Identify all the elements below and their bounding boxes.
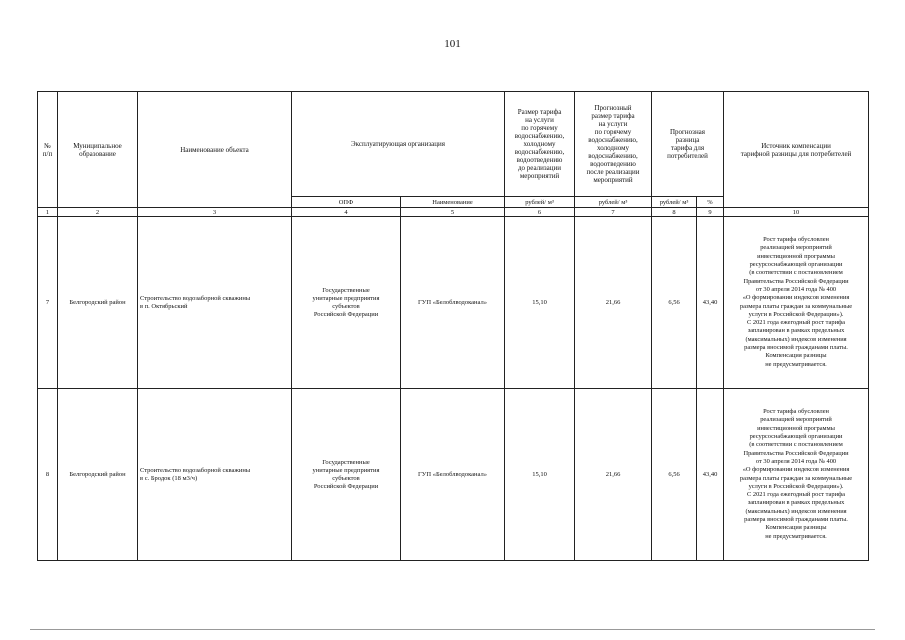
subheader-unit-8: рублей/ м³ <box>652 197 697 208</box>
page-number: 101 <box>444 38 461 50</box>
row-object: Строительство водозаборной скважины в с. Бродок (18 м3/ч) <box>138 389 292 561</box>
subheader-name: Наименование <box>401 197 505 208</box>
column-number: 4 <box>292 208 401 217</box>
column-number: 9 <box>697 208 724 217</box>
header-forecast-tariff: Прогнозный размер тарифа на услуги по горячему водоснабжению, холодному водоснабжению, водоотведению после реализации мероприятий <box>575 92 652 197</box>
header-num: № п/п <box>38 92 58 208</box>
subheader-opf: ОПФ <box>292 197 401 208</box>
header-difference: Прогнозная разница тарифа для потребителей <box>652 92 724 197</box>
row-opf: Государственные унитарные предприятия субъектов Российской Федерации <box>292 217 401 389</box>
header-source: Источник компенсации тарифной разницы для потребителей <box>724 92 869 208</box>
column-number-row <box>38 208 869 217</box>
row-num: 7 <box>38 217 58 389</box>
row-tariff-before: 15,10 <box>505 389 575 561</box>
column-number: 6 <box>505 208 575 217</box>
row-object: Строительство водозаборной скважины в п. Октябрьский <box>138 217 292 389</box>
column-number: 3 <box>138 208 292 217</box>
column-number: 1 <box>38 208 58 217</box>
subheader-unit-7: рублей/ м³ <box>575 197 652 208</box>
column-number: 7 <box>575 208 652 217</box>
page-bottom-divider <box>30 629 875 630</box>
header-operator: Эксплуатирующая организация <box>292 92 505 197</box>
tariff-table <box>37 91 869 561</box>
row-tariff-after: 21,66 <box>575 217 652 389</box>
header-municipality: Муниципальное образование <box>58 92 138 208</box>
column-number: 8 <box>652 208 697 217</box>
header-object: Наименование объекта <box>138 92 292 208</box>
row-difference-pct: 43,40 <box>697 389 724 561</box>
row-operator-name: ГУП «Белоблводоканал» <box>401 389 505 561</box>
column-number: 2 <box>58 208 138 217</box>
row-source: Рост тарифа обусловлен реализацией мероприятий инвестиционной программы ресурсоснабжающей организации (в соответствии с постановлением Правительства Российской Федерации от 30 апреля 2014 года № 400 «О формировании индексов изменения размера платы граждан за коммунальные услуги в Российской Федерации»). С 2021 года ежегодный рост тарифа запланирован в рамках предельных (максимальных) индексов изменения размера вносимой гражданами платы. Компенсация разницы не предусматривается. <box>724 389 869 561</box>
row-tariff-after: 21,66 <box>575 389 652 561</box>
row-opf: Государственные унитарные предприятия субъектов Российской Федерации <box>292 389 401 561</box>
column-number: 10 <box>724 208 869 217</box>
row-num: 8 <box>38 389 58 561</box>
column-number: 5 <box>401 208 505 217</box>
row-tariff-before: 15,10 <box>505 217 575 389</box>
header-row <box>38 92 869 197</box>
table-row <box>38 389 869 561</box>
row-source: Рост тарифа обусловлен реализацией мероприятий инвестиционной программы ресурсоснабжающей организации (в соответствии с постановлением Правительства Российской Федерации от 30 апреля 2014 года № 400 «О формировании индексов изменения размера платы граждан за коммунальные услуги в Российской Федерации»). С 2021 года ежегодный рост тарифа запланирован в рамках предельных (максимальных) индексов изменения размера вносимой гражданами платы. Компенсация разницы не предусматривается. <box>724 217 869 389</box>
row-difference-pct: 43,40 <box>697 217 724 389</box>
row-municipality: Белгородский район <box>58 217 138 389</box>
row-difference-rub: 6,56 <box>652 389 697 561</box>
subheader-percent: % <box>697 197 724 208</box>
row-difference-rub: 6,56 <box>652 217 697 389</box>
subheader-unit-6: рублей/ м³ <box>505 197 575 208</box>
row-municipality: Белгородский район <box>58 389 138 561</box>
header-tariff: Размер тарифа на услуги по горячему водоснабжению, холодному водоснабжению, водоотведению до реализации мероприятий <box>505 92 575 197</box>
row-operator-name: ГУП «Белоблводоканал» <box>401 217 505 389</box>
table-row <box>38 217 869 389</box>
